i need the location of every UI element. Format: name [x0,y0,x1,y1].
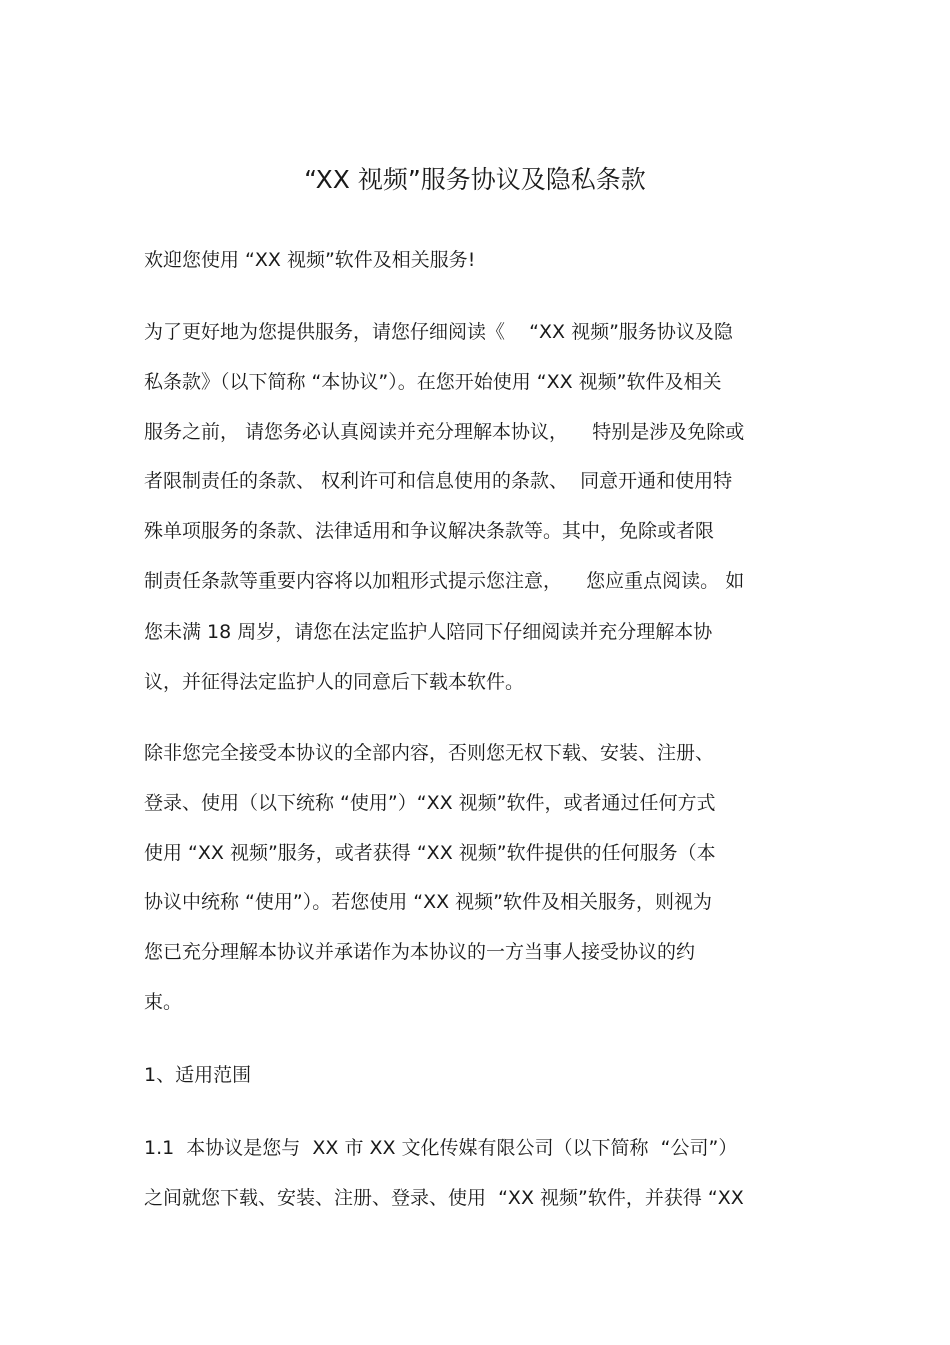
paragraph-line: 者限制责任的条款、 权利许可和信息使用的条款、 同意开通和使用特 [144,470,733,492]
paragraph-line: 您未满 18 周岁，请您在法定监护人陪同下仔细阅读并充分理解本协 [144,621,713,643]
welcome-line: 欢迎您使用 “XX 视频”软件及相关服务! [144,249,476,271]
paragraph-line: 殊单项服务的条款、法律适用和争议解决条款等。其中，免除或者限 [144,520,715,542]
paragraph-line: 除非您完全接受本协议的全部内容，否则您无权下载、安装、注册、 [144,742,715,764]
paragraph-line: 使用 “XX 视频”服务，或者获得 “XX 视频”软件提供的任何服务（本 [144,842,716,864]
clause-line: 1.1 本协议是您与 XX 市 XX 文化传媒有限公司（以下简称 “公司”） [144,1137,738,1159]
paragraph-line: 登录、使用（以下统称 “使用”）“XX 视频”软件，或者通过任何方式 [144,792,716,814]
paragraph-line: 协议中统称 “使用”）。若您使用 “XX 视频”软件及相关服务，则视为 [144,891,713,913]
document-title: “XX 视频”服务协议及隐私条款 [304,165,646,194]
clause-line: 之间就您下载、安装、注册、登录、使用 “XX 视频”软件，并获得 “XX [144,1187,744,1209]
section-heading: 1、适用范围 [144,1064,252,1086]
paragraph-line: 私条款》（以下简称 “本协议”）。在您开始使用 “XX 视频”软件及相关 [144,371,722,393]
paragraph-line: 制责任条款等重要内容将以加粗形式提示您注意， 您应重点阅读。 如 [144,570,745,592]
paragraph-line: 您已充分理解本协议并承诺作为本协议的一方当事人接受协议的约 [144,941,696,963]
paragraph-line: 束。 [144,991,183,1013]
paragraph-line: 议，并征得法定监护人的同意后下载本软件。 [144,671,525,693]
paragraph-line: 为了更好地为您提供服务，请您仔细阅读《 “XX 视频”服务协议及隐 [144,321,733,343]
paragraph-line: 服务之前， 请您务必认真阅读并充分理解本协议， 特别是涉及免除或 [144,421,745,443]
